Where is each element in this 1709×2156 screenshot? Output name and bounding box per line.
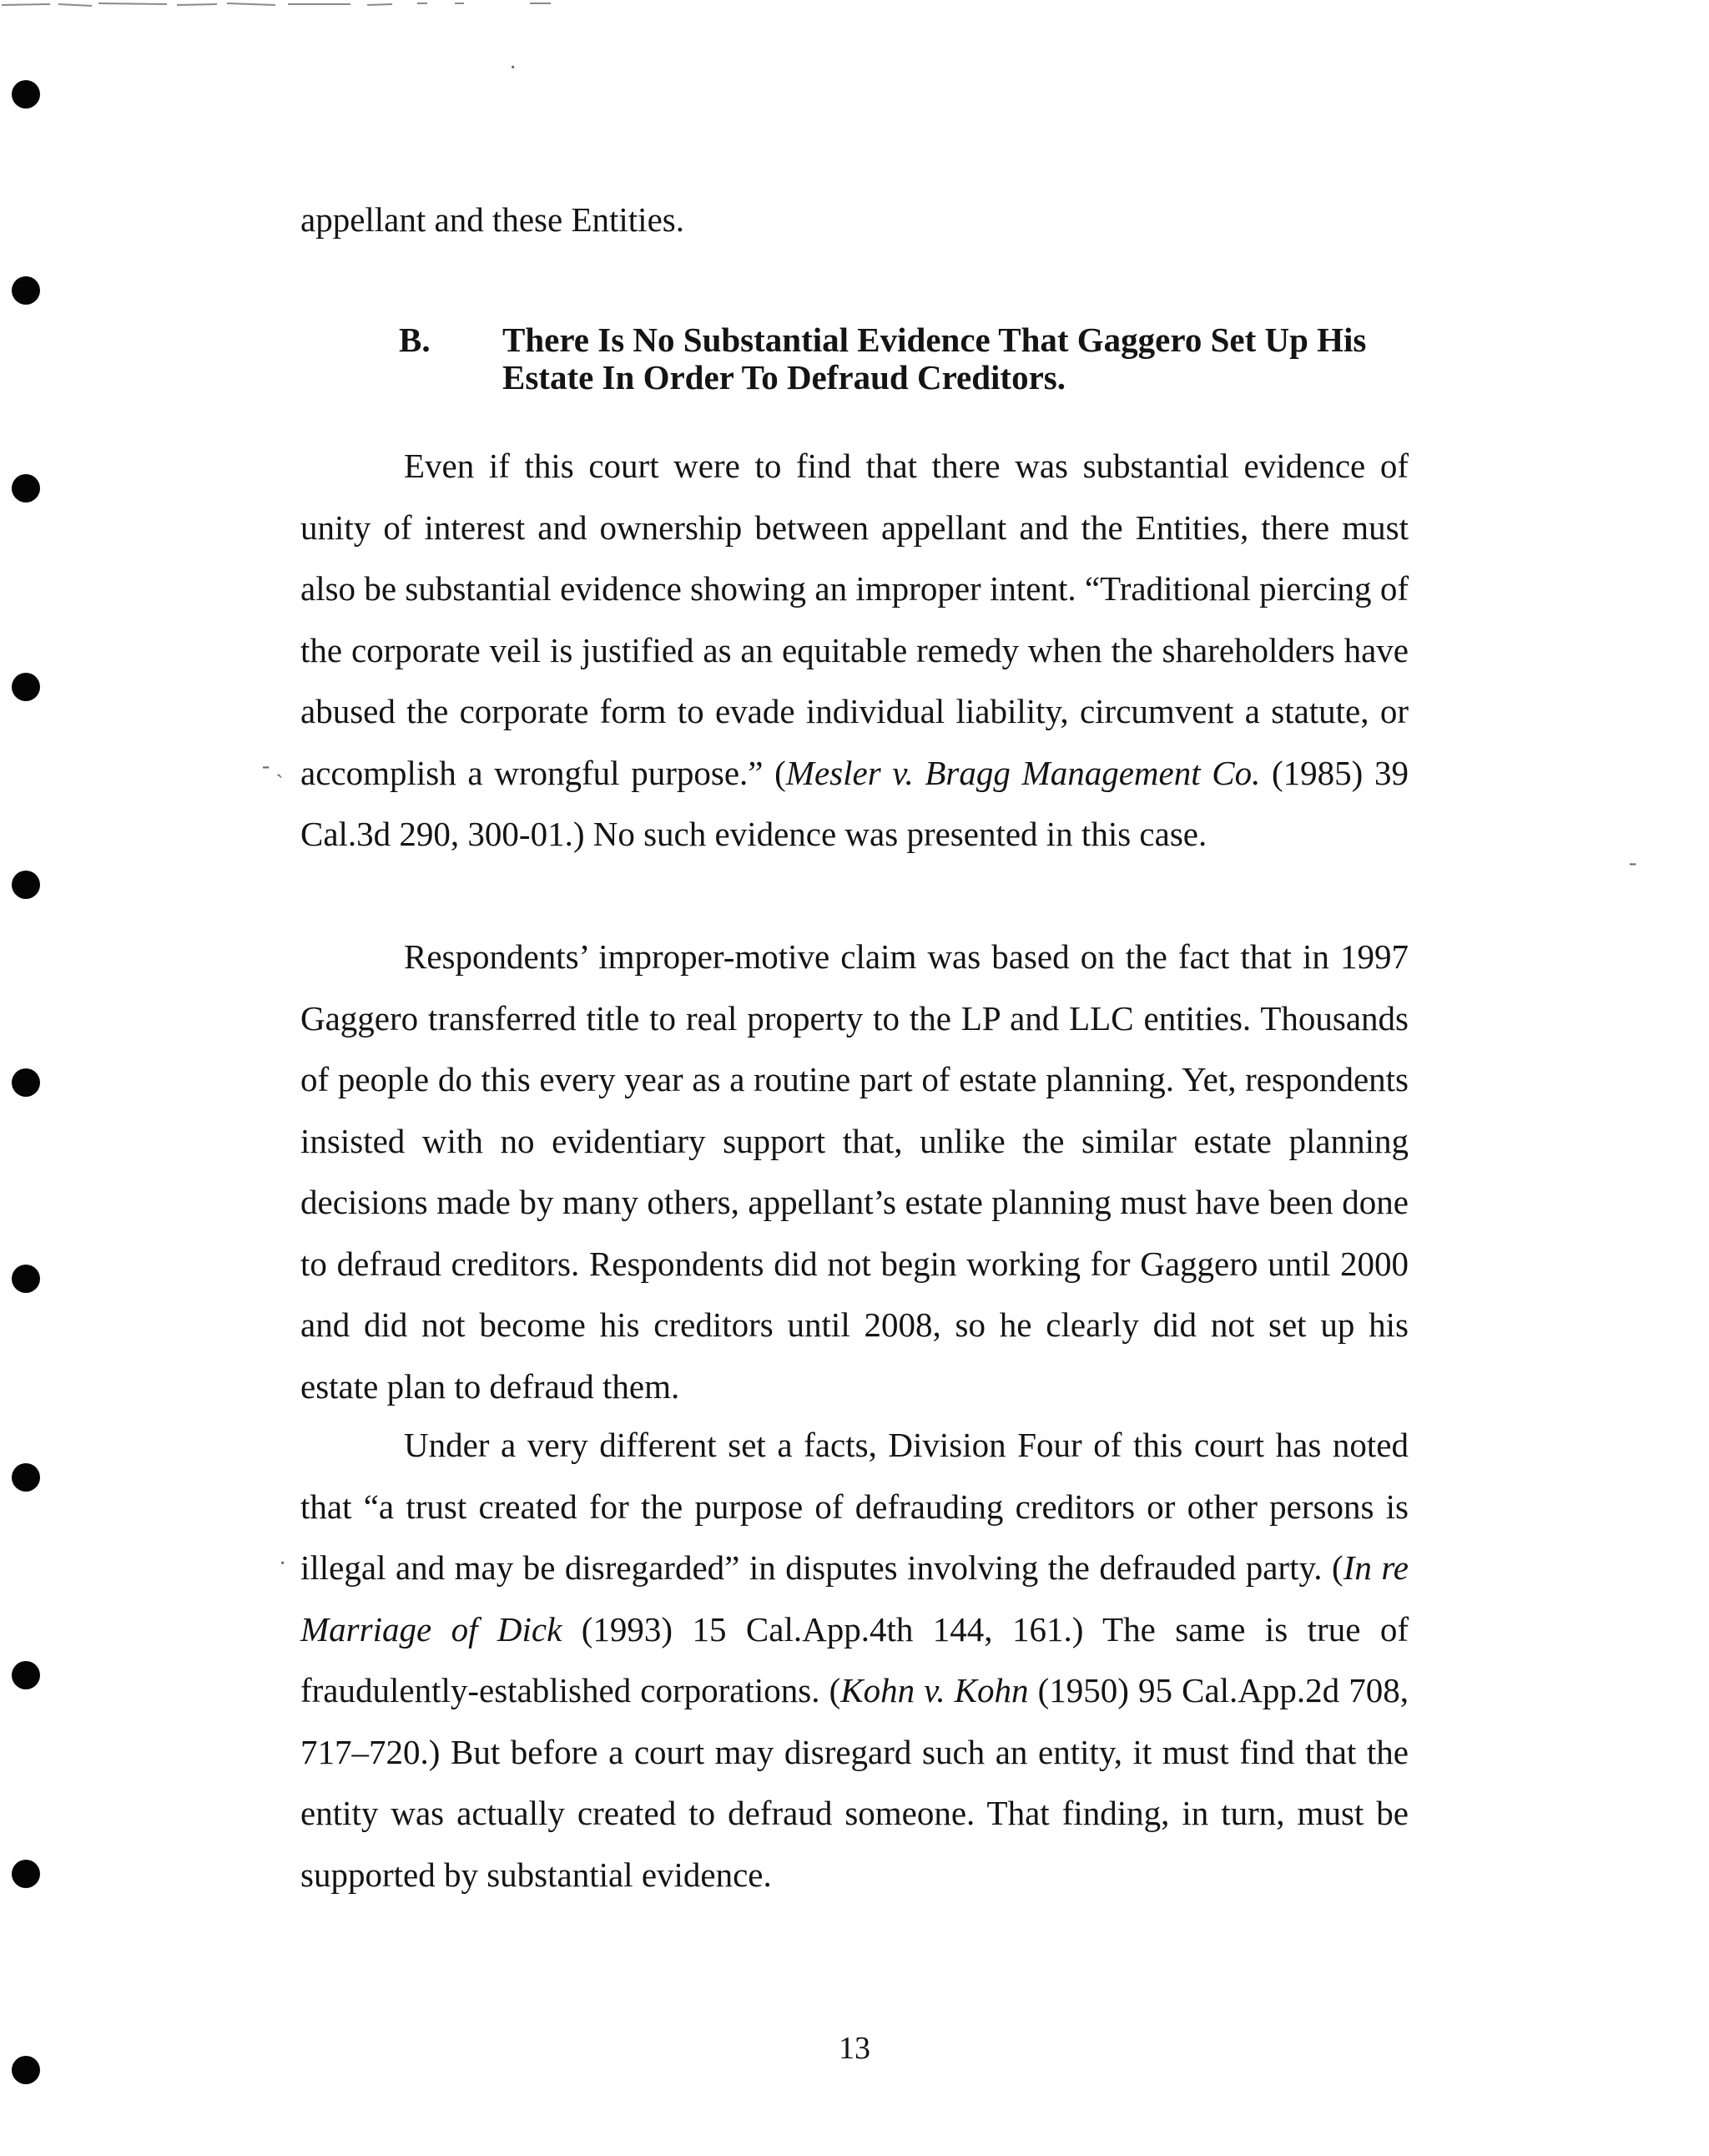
punch-hole bbox=[12, 80, 40, 109]
paragraph-3 bbox=[300, 1415, 1409, 1906]
punch-hole bbox=[12, 276, 40, 305]
heading-line-1: There Is No Substantial Evidence That Gaggero Set Up His bbox=[502, 321, 1367, 359]
paragraph-1 bbox=[300, 436, 1409, 866]
case-citation: In re Marriage of Dick bbox=[300, 1548, 1409, 1649]
paragraph-2 bbox=[300, 927, 1409, 1417]
paragraph-text: Respondents’ improper-motive claim was based on the fact that in 1997 Gaggero transferred title to real property to the LP and LLC entities. Thousands of people do this every year as a routine part of estate planning. Yet, respondents insisted with no evidentiary support that, unlike the similar estate planning decisions made by many others, appellant’s estate planning must have been done to defraud creditors. Respondents did not begin working for Gaggero until 2000 and did not become his creditors until 2008, so he clearly did not set up his estate plan to defraud them. bbox=[300, 937, 1409, 1406]
scan-speck: ‑ ˎ bbox=[262, 753, 284, 779]
paragraph-text: Even if this court were to find that there was substantial evidence of unity of interest and ownership between appellant and the Entities, there must also be substantial evidence showing an improper intent. “Traditional piercing of the corporate veil is justified as an equitable remedy when the shareholders have abused the corporate form to evade individual liability, circumvent a statute, or accomplish a wrongful purpose.” ( bbox=[300, 447, 1409, 792]
punch-hole bbox=[12, 1265, 40, 1293]
paragraph-text: (1950) 95 Cal.App.2d 708, 717–720.) But before a court may disregard such an entity, it must find that the entity was actually created to defraud someone. That finding, in turn, must be supported by substantial evidence. bbox=[300, 1671, 1409, 1894]
continuation-line: appellant and these Entities. bbox=[300, 200, 684, 239]
paragraph-3-text bbox=[300, 1415, 1409, 1906]
punch-hole bbox=[12, 1068, 40, 1097]
punch-hole bbox=[12, 1860, 40, 1888]
case-citation: Mesler v. Bragg Management Co. bbox=[785, 753, 1261, 792]
scan-speck: · bbox=[509, 55, 517, 81]
heading-title bbox=[502, 321, 1437, 396]
page-number: 13 bbox=[839, 2031, 870, 2066]
paragraph-text: Under a very different set a facts, Division Four of this court has noted that “a trust created for the purpose of defrauding creditors or other persons is illegal and may be disregarded” in disputes involving the defrauded party. ( bbox=[300, 1426, 1409, 1587]
paragraph-text: (1993) 15 Cal.App.4th 144, 161.) The same is true of fraudulently-established corporations. ( bbox=[300, 1609, 1409, 1709]
punch-hole bbox=[12, 1463, 40, 1492]
punch-hole bbox=[12, 673, 40, 701]
continuation-text bbox=[300, 189, 1409, 251]
heading-letter: B. bbox=[399, 321, 431, 359]
punch-hole bbox=[12, 871, 40, 899]
paragraph-text: (1985) 39 Cal.3d 290, 300-01.) No such evidence was presented in this case. bbox=[300, 753, 1409, 853]
paragraph-1-text bbox=[300, 436, 1409, 866]
scan-artifact bbox=[0, 0, 584, 12]
punch-hole bbox=[12, 474, 40, 502]
scan-speck: ‑ bbox=[1629, 850, 1637, 876]
punch-hole bbox=[12, 1661, 40, 1689]
paragraph-2-text bbox=[300, 927, 1409, 1417]
heading-line-2: Estate In Order To Defraud Creditors. bbox=[502, 358, 1066, 396]
case-citation: Kohn v. Kohn bbox=[840, 1671, 1029, 1709]
scan-speck: · bbox=[279, 1551, 287, 1577]
